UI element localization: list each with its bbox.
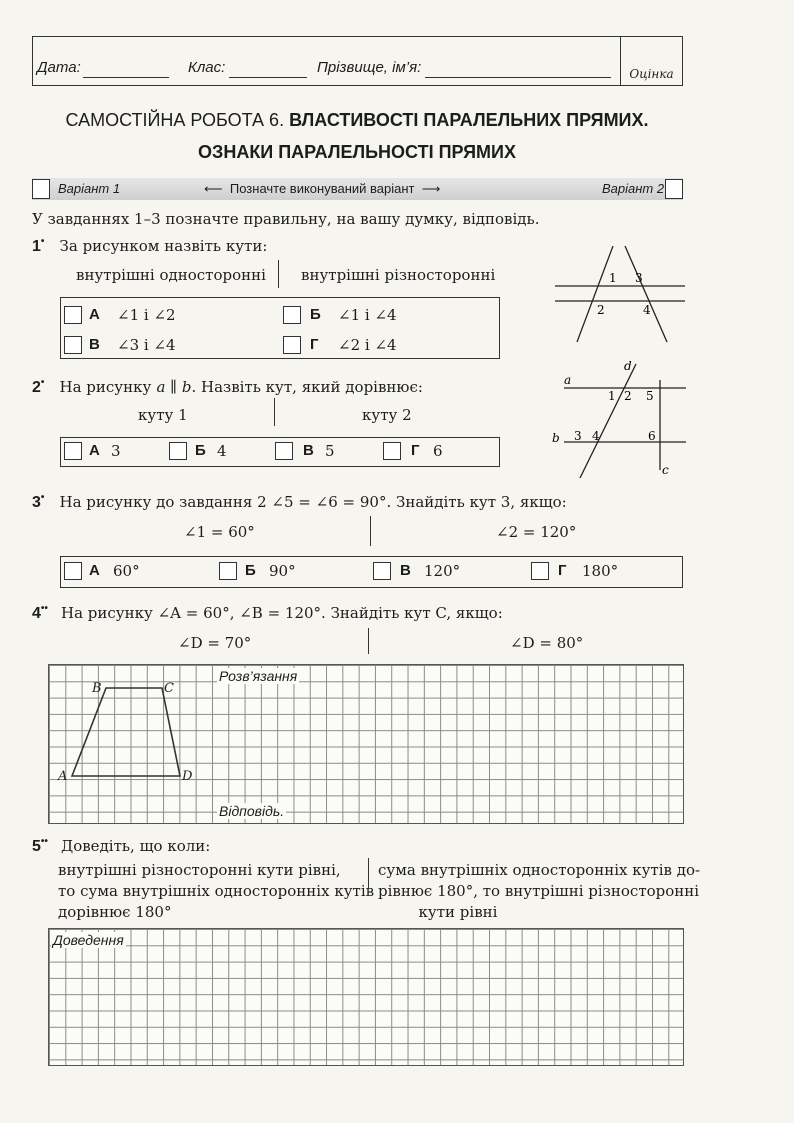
q1-number: 1 — [32, 238, 41, 255]
q3-option-b-checkbox[interactable] — [219, 562, 237, 580]
q2-fig-label-d: d — [624, 360, 632, 373]
q2-divider — [274, 398, 275, 426]
q5-variant1-line: внутрішні різносторонні кути рівні, — [58, 861, 341, 879]
q2-text-math: a ∥ b — [156, 378, 192, 396]
q2-option-a-letter: А — [89, 442, 100, 459]
q2-header: 2• На рисунку a ∥ b. Назвіть кут, який дорівнює: — [32, 377, 423, 396]
q5-variant2-line: кути рівні — [418, 903, 498, 921]
q1-option-b-value: ∠1 і ∠4 — [338, 306, 397, 324]
q3-option-d-checkbox[interactable] — [531, 562, 549, 580]
q1-option-d-checkbox[interactable] — [283, 336, 301, 354]
q3-variant1: ∠1 = 60° — [184, 523, 255, 541]
q1-header: 1• За рисунком назвіть кути: — [32, 236, 268, 255]
grade-cell[interactable] — [620, 37, 682, 85]
q2-fig-label-2: 2 — [624, 389, 632, 403]
q1-option-c-checkbox[interactable] — [64, 336, 82, 354]
q5-variant2-line: сума внутрішніх односторонніх кутів до- — [378, 861, 701, 879]
instructions: У завданнях 1–3 позначте правильну, на вашу думку, відповідь. — [32, 210, 540, 228]
q2-fig-label-6: 6 — [648, 429, 656, 443]
q2-fig-label-1: 1 — [608, 389, 616, 403]
q2-number: 2 — [32, 379, 41, 396]
q2-fig-label-b: b — [552, 431, 560, 445]
q2-option-d-letter: Г — [411, 442, 420, 459]
q5-text: Доведіть, що коли: — [61, 837, 211, 855]
variant2-checkbox[interactable] — [665, 179, 683, 199]
variant-bar — [32, 178, 683, 200]
q4-divider — [368, 628, 369, 654]
q2-fig-label-5: 5 — [646, 389, 654, 403]
q2-fig-label-a: a — [564, 373, 572, 387]
q3-option-b-value: 90° — [269, 562, 296, 580]
q5-variant1-line: то сума внутрішніх односторонніх кутів — [58, 882, 375, 900]
q3-option-a-letter: А — [89, 562, 100, 579]
q2-text-suffix: . Назвіть кут, який дорівнює: — [191, 378, 423, 396]
q1-fig-label-4: 4 — [643, 303, 651, 317]
q4-fig-label-b: B — [92, 681, 102, 696]
q4-fig-label-c: C — [164, 681, 174, 696]
q5-number: 5 — [32, 838, 41, 855]
q4-trapezoid-figure — [56, 672, 206, 792]
q3-text: На рисунку до завдання 2 ∠5 = ∠6 = 90°. Знайдіть кут 3, якщо: — [59, 493, 567, 511]
name-label: Прізвище, ім’я: — [317, 59, 422, 76]
q4-solution-label: Розв’язання — [219, 668, 298, 684]
q4-fig-label-a: A — [58, 769, 68, 784]
q2-variant2: куту 2 — [362, 406, 412, 424]
q3-option-c-checkbox[interactable] — [373, 562, 391, 580]
q4-header: 4•• На рисунку ∠A = 60°, ∠B = 120°. Знайдіть кут C, якщо: — [32, 603, 503, 622]
q1-option-d-letter: Г — [310, 336, 319, 353]
q1-option-a-checkbox[interactable] — [64, 306, 82, 324]
q2-fig-label-3: 3 — [574, 429, 582, 443]
q2-option-b-letter: Б — [195, 442, 206, 459]
q5-proof-label: Доведення — [53, 932, 124, 948]
q3-number: 3 — [32, 494, 41, 511]
q1-option-d-value: ∠2 і ∠4 — [338, 336, 397, 354]
q5-divider — [368, 858, 369, 888]
q3-option-a-value: 60° — [113, 562, 140, 580]
q1-variant1: внутрішні односторонні — [76, 266, 266, 284]
q2-figure — [548, 360, 686, 478]
q1-variant2: внутрішні різносторонні — [301, 266, 496, 284]
q1-text: За рисунком назвіть кути: — [59, 237, 268, 255]
q4-variant1: ∠D = 70° — [178, 634, 252, 652]
q2-fig-label-c: c — [662, 463, 669, 477]
grade-label: Оцінка — [629, 67, 674, 81]
q3-option-b-letter: Б — [245, 562, 256, 579]
q4-answer-label: Відповідь. — [219, 803, 285, 819]
q1-answer-box — [60, 297, 500, 359]
q4-variant2: ∠D = 80° — [510, 634, 584, 652]
q3-divider — [370, 516, 371, 546]
q3-answer-box — [60, 556, 683, 588]
q2-option-d-checkbox[interactable] — [383, 442, 401, 460]
q4-fig-label-d: D — [182, 769, 193, 784]
q3-header: 3• На рисунку до завдання 2 ∠5 = ∠6 = 90°. Знайдіть кут 3, якщо: — [32, 492, 567, 511]
header-form — [32, 36, 683, 86]
name-field[interactable] — [425, 77, 611, 78]
q3-option-c-letter: В — [400, 562, 411, 579]
q5-header: 5•• Доведіть, що коли: — [32, 836, 211, 855]
q1-option-b-checkbox[interactable] — [283, 306, 301, 324]
q3-option-a-checkbox[interactable] — [64, 562, 82, 580]
q1-fig-label-1: 1 — [609, 271, 617, 285]
page-subtitle: ОЗНАКИ ПАРАЛЕЛЬНОСТІ ПРЯМИХ — [198, 142, 516, 162]
q2-answer-box — [60, 437, 500, 467]
q2-variant1: куту 1 — [138, 406, 188, 424]
q2-text-prefix: На рисунку — [59, 378, 152, 396]
q2-option-c-letter: В — [303, 442, 314, 459]
q5-variant2 — [378, 860, 700, 923]
q2-option-d-value: 6 — [433, 442, 443, 460]
q3-option-d-value: 180° — [582, 562, 619, 580]
q1-fig-label-3: 3 — [635, 271, 643, 285]
q2-option-c-value: 5 — [325, 442, 335, 460]
variant1-checkbox[interactable] — [32, 179, 50, 199]
q1-option-c-value: ∠3 і ∠4 — [117, 336, 176, 354]
q2-option-a-value: 3 — [111, 442, 121, 460]
q3-option-d-letter: Г — [558, 562, 567, 579]
date-label: Дата: — [37, 59, 81, 76]
q3-option-c-value: 120° — [424, 562, 461, 580]
q2-option-b-value: 4 — [217, 442, 227, 460]
date-field[interactable] — [83, 77, 169, 78]
q3-variant2: ∠2 = 120° — [496, 523, 577, 541]
q5-variant1-line: дорівнює 180° — [58, 903, 172, 921]
q5-proof-grid[interactable] — [48, 928, 684, 1066]
title-main: ВЛАСТИВОСТІ ПАРАЛЕЛЬНИХ ПРЯМИХ. — [289, 110, 649, 130]
q5-variant2-line: рівнює 180°, то внутрішні різносторонні — [378, 882, 700, 900]
q2-option-c-checkbox[interactable] — [275, 442, 293, 460]
class-label: Клас: — [188, 59, 226, 76]
class-field[interactable] — [229, 77, 307, 78]
title-prefix: САМОСТІЙНА РОБОТА 6. — [65, 110, 285, 130]
variant2-label: Варіант 2 — [602, 181, 665, 196]
q4-number: 4 — [32, 605, 41, 622]
q2-option-b-checkbox[interactable] — [169, 442, 187, 460]
q1-figure — [555, 246, 685, 346]
q1-option-b-letter: Б — [310, 306, 321, 323]
page-title — [0, 110, 714, 131]
variant1-label: Варіант 1 — [58, 181, 121, 196]
q1-option-a-letter: А — [89, 306, 100, 323]
q2-option-a-checkbox[interactable] — [64, 442, 82, 460]
variant-hint: ⟵ Позначте виконуваний варіант ⟶ — [204, 181, 441, 196]
q2-fig-label-4: 4 — [592, 429, 600, 443]
q1-option-a-value: ∠1 і ∠2 — [117, 306, 176, 324]
q1-option-c-letter: В — [89, 336, 100, 353]
q5-variant1 — [58, 860, 374, 923]
q4-text: На рисунку ∠A = 60°, ∠B = 120°. Знайдіть кут C, якщо: — [61, 604, 503, 622]
q1-divider — [278, 260, 279, 288]
q1-fig-label-2: 2 — [597, 303, 605, 317]
